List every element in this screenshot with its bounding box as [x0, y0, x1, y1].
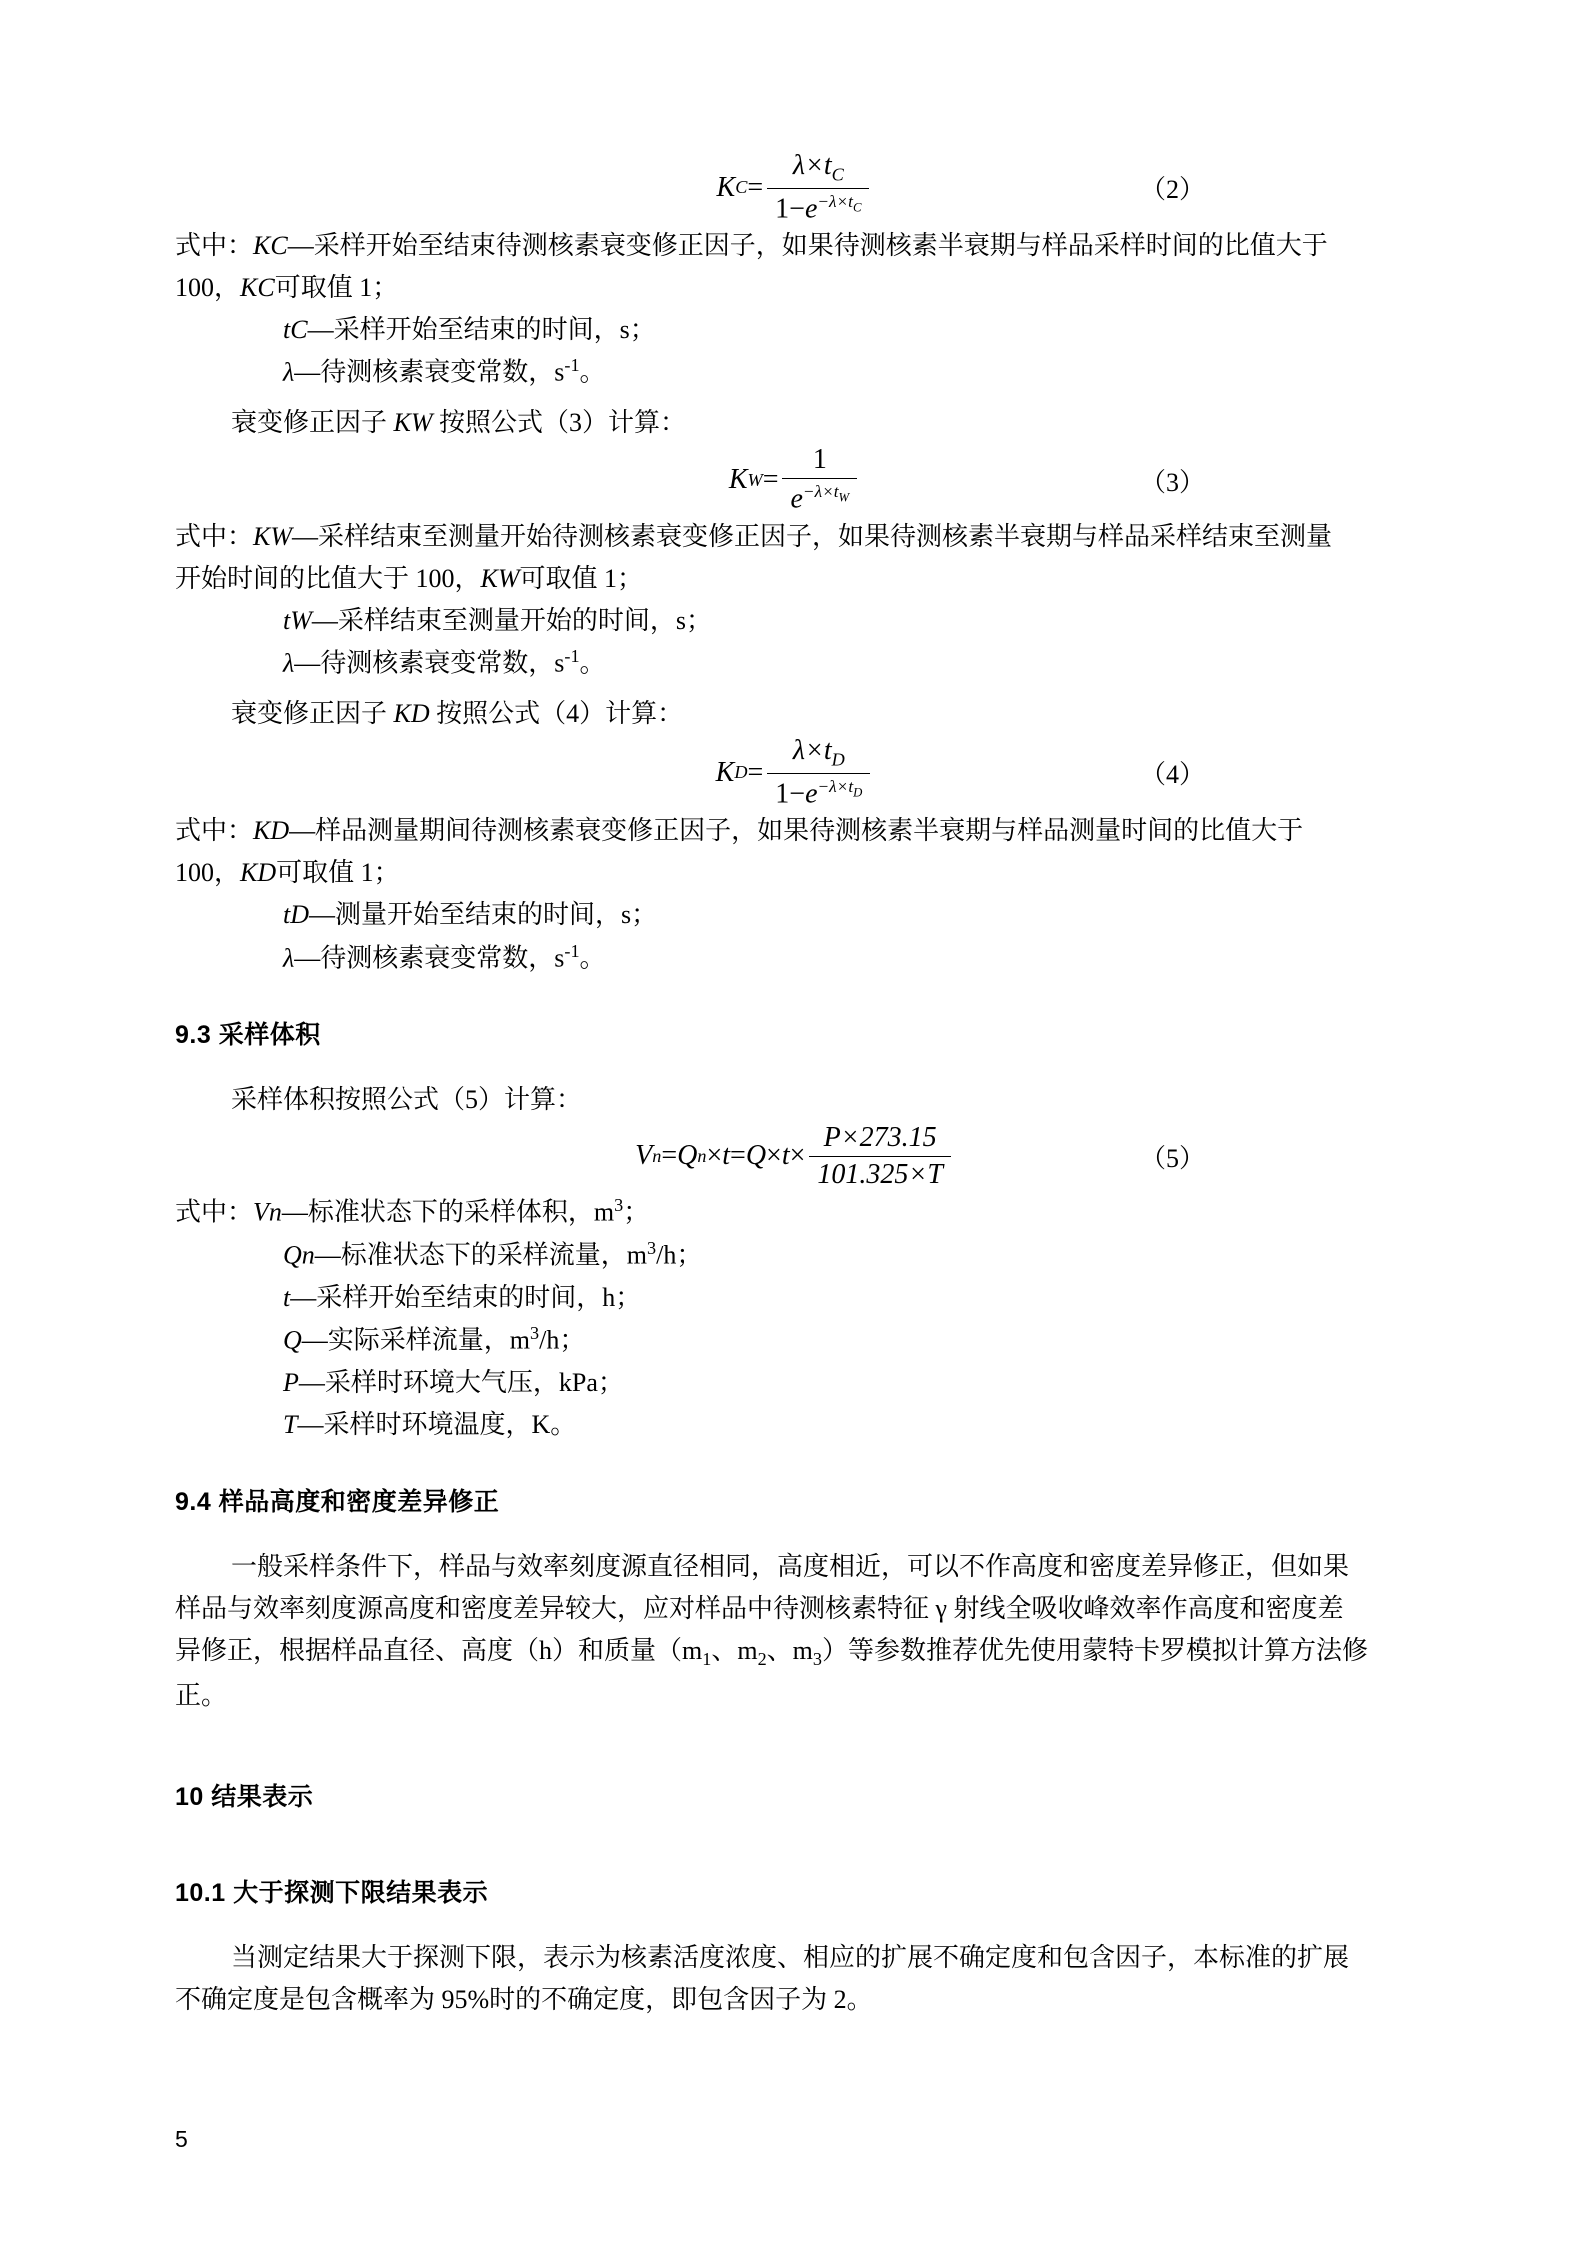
formula-3-lhs: K	[728, 464, 748, 496]
defs-5-text-2-tail: /h；	[656, 1240, 703, 1270]
formula-3-den-exp-sub: W	[838, 491, 850, 506]
formula-5-definitions-line3	[175, 1277, 1415, 1319]
defs-3-symbol-1: K	[253, 521, 271, 551]
section-9-3-lead: 采样体积按照公式（5）计算：	[231, 1085, 583, 1115]
formula-4-definitions-line2	[175, 852, 1415, 894]
defs-5-text-3: —采样开始至结束的时间，h；	[290, 1282, 642, 1312]
defs-2-text-4: —待测核素衰变常数，s	[294, 358, 565, 388]
formula-2-equals: =	[747, 171, 764, 203]
section-9-4-body-3d: ）等参数推荐优先使用蒙特卡罗模拟计算方法修	[821, 1636, 1368, 1666]
section-9-4-body-3a: 异修正，根据样品直径、高度（h）和质量（m	[175, 1636, 703, 1666]
formula-3-numerator: 1	[812, 444, 827, 476]
defs-3-symbol-4: λ	[283, 648, 295, 678]
defs-5-symbol-2-sub: n	[301, 1240, 315, 1270]
defs-3-symbol-1-sub: W	[270, 521, 293, 551]
formula-2-definitions-line4	[175, 351, 1415, 394]
defs-5-text-1-sup: 3	[614, 1195, 624, 1216]
formula-3-definitions-line3	[175, 600, 1415, 642]
lead-3-symbol-sub: W	[410, 408, 433, 438]
formula-4-den-base: e	[805, 777, 818, 809]
defs-5-symbol-1-sub: n	[268, 1198, 282, 1228]
formula-4-lead	[175, 693, 1415, 735]
defs-4-symbol-3: t	[283, 900, 291, 930]
formula-2-definitions-line1	[175, 225, 1415, 267]
formula-5-equals-1: =	[661, 1140, 678, 1172]
defs-5-text-2-sup: 3	[647, 1238, 657, 1259]
formula-3-fraction	[782, 444, 857, 516]
defs-5-text-6: —采样时环境温度，K。	[297, 1409, 577, 1439]
formula-5-label: （5）	[1139, 1143, 1205, 1173]
formula-2-fraction	[767, 150, 869, 225]
formula-2-numerator	[785, 150, 852, 188]
formula-5-q2: Q	[745, 1140, 767, 1172]
formula-3	[175, 444, 1415, 516]
section-9-4-body-line1: 一般采样条件下，样品与效率刻度源直径相同，高度相近，可以不作高度和密度差异修正，但如果	[231, 1552, 1350, 1581]
formula-5-v: V	[635, 1140, 653, 1172]
defs-3-symbol-2: K	[480, 564, 498, 594]
formula-3-den-base: e	[790, 483, 803, 515]
defs-5-prefix: 式中：	[175, 1198, 254, 1228]
section-9-4-body-3b: 、m	[711, 1636, 758, 1666]
formula-5-definitions-line6	[175, 1404, 1415, 1446]
formula-4-expression	[716, 735, 875, 810]
lead-4-suffix: 按照公式（4）计算：	[429, 699, 684, 729]
defs-5-text-4-sup: 3	[530, 1323, 540, 1344]
lead-4-symbol: K	[393, 699, 411, 729]
defs-5-text-1-tail: ；	[623, 1198, 650, 1228]
lead-3-suffix: 按照公式（3）计算：	[432, 408, 687, 438]
formula-3-expression	[729, 444, 861, 516]
formula-5-q-sub: n	[697, 1145, 707, 1166]
formula-4-den-exp: −λ×t	[817, 776, 854, 796]
defs-2-symbol-3-sub: C	[290, 315, 308, 345]
formula-4-den-prefix: 1−	[775, 777, 806, 809]
lead-3-prefix: 衰变修正因子	[231, 408, 394, 438]
defs-3-text-4: —待测核素衰变常数，s	[294, 648, 565, 678]
formula-2-den-prefix: 1−	[775, 192, 805, 224]
defs-4-text-2: 可取值 1；	[276, 858, 400, 888]
formula-2-lhs-sub: C	[735, 177, 748, 198]
formula-5	[175, 1121, 1415, 1191]
formula-5-v-sub: n	[652, 1145, 662, 1166]
formula-2-lhs: K	[716, 171, 736, 203]
formula-3-lead	[175, 402, 1415, 444]
formula-5-numerator: P×273.15	[823, 1121, 937, 1153]
defs-5-symbol-6: T	[283, 1409, 298, 1439]
defs-5-text-5: —采样时环境大气压，kPa；	[298, 1367, 624, 1397]
section-9-4-body-line4: 正。	[175, 1680, 228, 1710]
defs-2-symbol-2-sub: C	[257, 273, 275, 303]
defs-4-text-3: —测量开始至结束的时间，s；	[309, 900, 658, 930]
section-9-4-body-line2: 样品与效率刻度源高度和密度差异较大，应对样品中待测核素特征 γ 射线全吸收峰效率作高度和密度差	[175, 1594, 1344, 1624]
section-10-1-body-line1: 当测定结果大于探测下限，表示为核素活度浓度、相应的扩展不确定度和包含因子，本标准的扩展	[231, 1943, 1350, 1972]
formula-5-denominator: 101.325×T	[809, 1156, 950, 1191]
formula-4-lhs-sub: D	[734, 762, 748, 783]
lead-4-prefix: 衰变修正因子	[231, 699, 394, 729]
formula-5-times-2: ×	[766, 1140, 782, 1172]
formula-4	[175, 735, 1415, 810]
section-9-4-sub-1: 1	[702, 1649, 712, 1670]
formula-4-lhs: K	[715, 756, 735, 788]
heading-10-1: 10.1 大于探测下限结果表示	[175, 1879, 489, 1907]
defs-3-text-2: 可取值 1；	[519, 564, 644, 594]
section-10-1-body-line2: 不确定度是包含概率为 95%时的不确定度，即包含因子为 2。	[175, 1985, 873, 2015]
defs-4-symbol-3-sub: D	[290, 900, 310, 930]
defs-2-text-1: —采样开始至结束待测核素衰变修正因子，如果待测核素半衰期与样品采样时间的比值大于	[287, 231, 1328, 261]
formula-5-expression	[635, 1122, 955, 1191]
heading-10: 10 结果表示	[175, 1783, 314, 1811]
formula-2-expression	[717, 150, 874, 225]
defs-4-symbol-2: K	[240, 858, 258, 888]
defs-2-symbol-3: t	[283, 315, 291, 345]
defs-2-symbol-4: λ	[283, 358, 295, 388]
formula-4-definitions-line1	[175, 810, 1415, 852]
defs-5-text-1: —标准状态下的采样体积，m	[281, 1198, 615, 1228]
defs-3-line2-prefix: 开始时间的比值大于 100，	[175, 564, 481, 594]
defs-3-symbol-2-sub: W	[497, 564, 520, 594]
formula-4-label: （4）	[1139, 760, 1205, 790]
defs-5-symbol-1: V	[253, 1198, 269, 1228]
formula-4-fraction	[767, 735, 870, 810]
defs-4-symbol-2-sub: D	[257, 858, 277, 888]
formula-3-definitions-line2	[175, 558, 1415, 600]
defs-2-line2-prefix: 100，	[175, 273, 241, 303]
formula-2-denominator	[767, 188, 869, 226]
formula-5-fraction	[809, 1122, 950, 1191]
formula-2-den-base: e	[804, 192, 818, 224]
defs-2-symbol-1: K	[253, 231, 271, 261]
formula-4-numerator	[785, 735, 853, 773]
defs-5-text-4: —实际采样流量，m	[301, 1325, 531, 1355]
defs-3-text-4-tail: 。	[579, 648, 606, 678]
formula-5-times-1: ×	[706, 1140, 723, 1172]
formula-4-den-exp-sub: D	[853, 785, 863, 800]
defs-2-prefix: 式中：	[175, 231, 254, 261]
section-9-4-sub-2: 2	[757, 1649, 767, 1670]
defs-4-symbol-1: K	[253, 816, 271, 846]
defs-2-text-4-tail: 。	[579, 358, 606, 388]
defs-3-symbol-3-sub: W	[290, 606, 312, 636]
formula-5-definitions-line1	[175, 1191, 1415, 1234]
page-content	[175, 150, 1415, 2021]
formula-3-definitions-line4	[175, 642, 1415, 685]
heading-9-3: 9.3 采样体积	[175, 1021, 321, 1050]
defs-3-text-1: —采样结束至测量开始待测核素衰变修正因子，如果待测核素半衰期与样品采样结束至测量	[292, 521, 1333, 551]
formula-5-times-3: ×	[789, 1140, 806, 1172]
formula-5-equals-2: =	[730, 1140, 746, 1172]
defs-4-symbol-1-sub: D	[270, 816, 290, 846]
lead-4-symbol-sub: D	[410, 699, 430, 729]
defs-4-symbol-4: λ	[283, 943, 295, 973]
defs-3-text-4-sup: -1	[564, 646, 580, 667]
defs-2-text-4-sup: -1	[564, 355, 580, 376]
heading-9-4: 9.4 样品高度和密度差异修正	[175, 1488, 500, 1516]
section-9-4-body-line3	[175, 1630, 1415, 1675]
formula-5-definitions-line5	[175, 1362, 1415, 1404]
defs-5-symbol-4: Q	[283, 1325, 302, 1355]
formula-4-num-sub: D	[831, 749, 845, 770]
formula-4-num-text: λ×t	[792, 735, 832, 767]
defs-4-text-4-sup: -1	[564, 940, 580, 961]
defs-5-symbol-2: Q	[283, 1240, 302, 1270]
formula-3-definitions-line1	[175, 516, 1415, 558]
defs-5-text-2: —标准状态下的采样流量，m	[314, 1240, 648, 1270]
formula-5-t-1: t	[722, 1140, 731, 1172]
section-9-4-body-3c: 、m	[766, 1636, 813, 1666]
defs-2-text-2: 可取值 1；	[274, 273, 399, 303]
formula-4-definitions-line3	[175, 894, 1415, 936]
lead-3-symbol: K	[393, 408, 411, 438]
formula-5-definitions-line4	[175, 1319, 1415, 1362]
defs-2-symbol-2: K	[240, 273, 258, 303]
defs-3-prefix: 式中：	[175, 521, 254, 551]
formula-2-num-text: λ×t	[792, 150, 832, 181]
formula-2	[175, 150, 1415, 225]
defs-4-prefix: 式中：	[175, 816, 254, 846]
formula-5-definitions-line2	[175, 1234, 1415, 1277]
formula-3-denominator	[782, 478, 857, 516]
defs-2-symbol-1-sub: C	[270, 231, 288, 261]
defs-5-symbol-5: P	[283, 1367, 299, 1397]
defs-4-text-1: —样品测量期间待测核素衰变修正因子，如果待测核素半衰期与样品测量时间的比值大于	[289, 816, 1304, 846]
page-number: 5	[175, 2126, 188, 2152]
defs-4-line2-prefix: 100，	[175, 858, 241, 888]
formula-2-label: （2）	[1139, 175, 1205, 205]
formula-2-den-exp: −λ×t	[817, 191, 853, 211]
formula-4-equals: =	[747, 756, 764, 788]
formula-3-lhs-sub: W	[747, 469, 763, 490]
formula-4-denominator	[767, 773, 870, 811]
formula-3-equals: =	[762, 464, 779, 496]
defs-4-text-4-tail: 。	[579, 943, 606, 973]
formula-5-t-2: t	[781, 1140, 790, 1172]
formula-2-num-sub: C	[831, 164, 844, 185]
defs-2-text-3: —采样开始至结束的时间，s；	[307, 315, 656, 345]
defs-3-symbol-3: t	[283, 606, 291, 636]
formula-3-label: （3）	[1139, 467, 1205, 497]
formula-3-den-exp: −λ×t	[802, 482, 839, 502]
defs-3-text-3: —采样结束至测量开始的时间，s；	[311, 606, 713, 636]
defs-5-text-4-tail: /h；	[539, 1325, 586, 1355]
section-9-4-sub-3: 3	[812, 1649, 822, 1670]
defs-5-symbol-3: t	[283, 1282, 291, 1312]
defs-4-text-4: —待测核素衰变常数，s	[294, 943, 565, 973]
formula-5-q: Q	[677, 1140, 698, 1172]
formula-2-den-exp-sub: C	[852, 200, 862, 215]
formula-4-definitions-line4	[175, 937, 1415, 980]
formula-2-definitions-line3	[175, 309, 1415, 351]
formula-2-definitions-line2	[175, 267, 1415, 309]
